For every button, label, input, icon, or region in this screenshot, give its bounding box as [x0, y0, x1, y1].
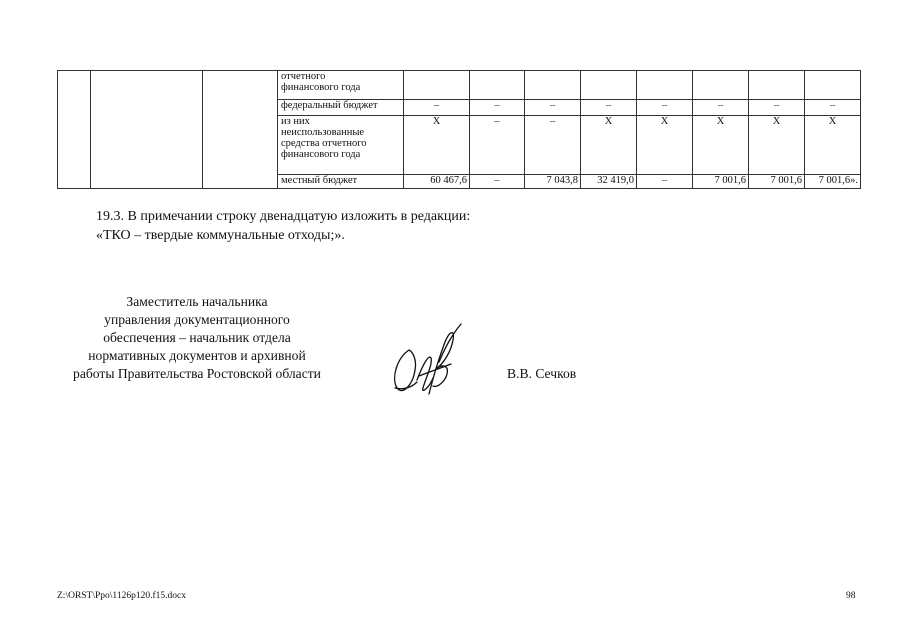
table-cell: Х — [637, 116, 693, 175]
empty-cell — [58, 71, 91, 189]
table-cell: 32 419,0 — [581, 175, 637, 189]
row-label: местный бюджет — [278, 175, 404, 189]
budget-table — [57, 70, 861, 189]
amendment-paragraph-line-1: 19.3. В примечании строку двенадцатую изложить в редакции: — [96, 209, 471, 224]
signatory-name: В.В. Сечков — [507, 366, 577, 381]
table-cell: 7 001,6». — [805, 175, 861, 189]
table-cell: – — [749, 100, 805, 116]
row-label: из них неиспользованные средства отчетного финансового года — [278, 116, 404, 175]
table-cell — [581, 71, 637, 100]
table-cell: Х — [404, 116, 470, 175]
table-cell — [693, 71, 749, 100]
amendment-paragraph-line-2: «ТКО – твердые коммунальные отходы;». — [96, 228, 345, 243]
table-cell: 60 467,6 — [404, 175, 470, 189]
table-cell: 7 043,8 — [525, 175, 581, 189]
table-cell: Х — [693, 116, 749, 175]
table-cell: – — [637, 100, 693, 116]
table-cell: 7 001,6 — [749, 175, 805, 189]
table-row — [58, 71, 861, 100]
table-cell — [749, 71, 805, 100]
table-cell — [404, 71, 470, 100]
table-cell: – — [470, 100, 525, 116]
page-number: 98 — [846, 591, 856, 601]
table-cell: 7 001,6 — [693, 175, 749, 189]
table-cell: Х — [749, 116, 805, 175]
row-label: отчетного финансового года — [278, 71, 404, 100]
table-cell: – — [805, 100, 861, 116]
table-cell — [525, 71, 581, 100]
table-cell: – — [525, 100, 581, 116]
table-cell: – — [525, 116, 581, 175]
signatory-title: Заместитель начальника управления документационного обеспечения – начальник отдела нормативных документов и архивной работы Правительства Ростовской области — [73, 294, 321, 381]
table-cell — [637, 71, 693, 100]
table-cell: – — [693, 100, 749, 116]
table-cell: – — [581, 100, 637, 116]
empty-cell — [91, 71, 203, 189]
row-label: федеральный бюджет — [278, 100, 404, 116]
table-cell — [805, 71, 861, 100]
table-cell — [470, 71, 525, 100]
table-cell: – — [470, 116, 525, 175]
table-cell: – — [470, 175, 525, 189]
table-cell: – — [637, 175, 693, 189]
handwritten-signature — [389, 318, 469, 400]
table-cell: Х — [805, 116, 861, 175]
table-cell: – — [404, 100, 470, 116]
table-cell: Х — [581, 116, 637, 175]
file-path: Z:\ORST\Ppo\1126p120.f15.docx — [57, 591, 186, 601]
empty-cell — [203, 71, 278, 189]
